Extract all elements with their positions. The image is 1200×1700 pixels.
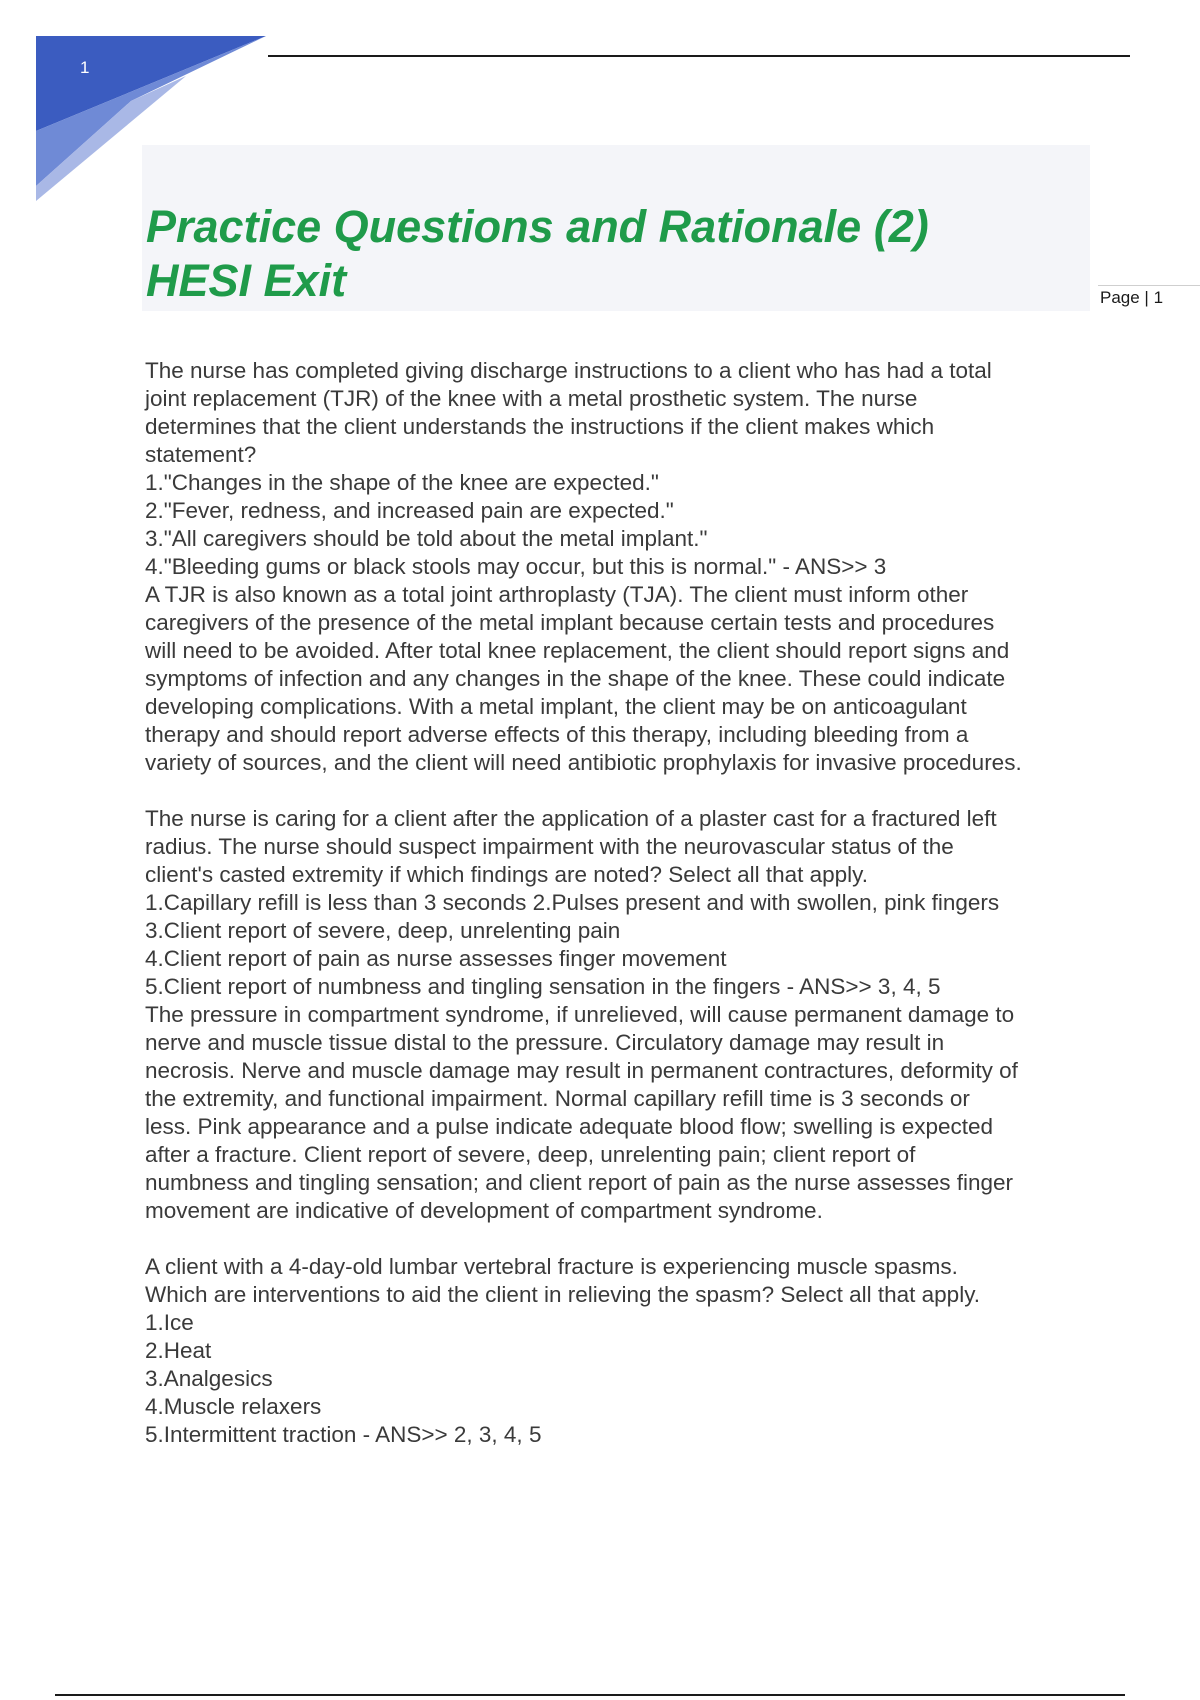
rationale-line: therapy and should report adverse effects of this therapy, including bleeding from a <box>145 722 969 747</box>
text-line: joint replacement (TJR) of the knee with a metal prosthetic system. The nurse <box>145 386 918 411</box>
answer-option: 5.Client report of numbness and tingling sensation in the fingers - ANS>> 3, 4, 5 <box>145 974 941 999</box>
rationale-line: movement are indicative of development of compartment syndrome. <box>145 1198 823 1223</box>
answer-option: 1.Capillary refill is less than 3 seconds 2.Pulses present and with swollen, pink fingers <box>145 890 1000 915</box>
question-block-1 <box>145 357 1095 777</box>
answer-option: 1."Changes in the shape of the knee are expected." <box>145 470 659 495</box>
answer-option: 5.Intermittent traction - ANS>> 2, 3, 4, 5 <box>145 1422 542 1447</box>
rationale-line: variety of sources, and the client will need antibiotic prophylaxis for invasive procedures. <box>145 750 1022 775</box>
text-line: The nurse is caring for a client after the application of a plaster cast for a fractured left <box>145 806 997 831</box>
text-line: A client with a 4-day-old lumbar vertebral fracture is experiencing muscle spasms. <box>145 1254 958 1279</box>
title-line-1: Practice Questions and Rationale (2) <box>146 201 929 252</box>
text-line: The nurse has completed giving discharge instructions to a client who has had a total <box>145 358 992 383</box>
rationale-line: numbness and tingling sensation; and client report of pain as the nurse assesses finger <box>145 1170 1014 1195</box>
answer-option: 2."Fever, redness, and increased pain are expected." <box>145 498 674 523</box>
text-line: determines that the client understands the instructions if the client makes which <box>145 414 935 439</box>
answer-option: 4."Bleeding gums or black stools may occur, but this is normal." - ANS>> 3 <box>145 554 887 579</box>
rationale-line: nerve and muscle tissue distal to the pressure. Circulatory damage may result in <box>145 1030 945 1055</box>
answer-option: 1.Ice <box>145 1310 194 1335</box>
document-body <box>145 357 1095 1477</box>
rationale-line: will need to be avoided. After total knee replacement, the client should report signs and <box>145 638 1010 663</box>
rationale-line: symptoms of infection and any changes in the shape of the knee. These could indicate <box>145 666 1006 691</box>
rationale-line: the extremity, and functional impairment. Normal capillary refill time is 3 seconds or <box>145 1086 970 1111</box>
answer-option: 4.Client report of pain as nurse assesses finger movement <box>145 946 727 971</box>
text-line: Which are interventions to aid the client in relieving the spasm? Select all that apply. <box>145 1282 981 1307</box>
document-title <box>146 200 929 308</box>
header-rule <box>268 55 1130 57</box>
text-line: client's casted extremity if which findings are noted? Select all that apply. <box>145 862 868 887</box>
text-line: radius. The nurse should suspect impairment with the neurovascular status of the <box>145 834 954 859</box>
answer-option: 3."All caregivers should be told about the metal implant." <box>145 526 708 551</box>
footer-rule <box>55 1694 1125 1696</box>
rationale-line: necrosis. Nerve and muscle damage may result in permanent contractures, deformity of <box>145 1058 1018 1083</box>
rationale-line: A TJR is also known as a total joint arthroplasty (TJA). The client must inform other <box>145 582 969 607</box>
answer-option: 4.Muscle relaxers <box>145 1394 322 1419</box>
question-block-2 <box>145 805 1095 1225</box>
rationale-line: The pressure in compartment syndrome, if unrelieved, will cause permanent damage to <box>145 1002 1015 1027</box>
rationale-line: caregivers of the presence of the metal implant because certain tests and procedures <box>145 610 995 635</box>
question-block-3 <box>145 1253 1095 1449</box>
text-line: statement? <box>145 442 257 467</box>
rationale-line: less. Pink appearance and a pulse indicate adequate blood flow; swelling is expected <box>145 1114 994 1139</box>
rationale-line: after a fracture. Client report of severe, deep, unrelenting pain; client report of <box>145 1142 916 1167</box>
rationale-line: developing complications. With a metal implant, the client may be on anticoagulant <box>145 694 967 719</box>
title-line-2: HESI Exit <box>146 255 347 306</box>
page-label-rule <box>1098 285 1200 286</box>
answer-option: 3.Client report of severe, deep, unrelenting pain <box>145 918 621 943</box>
answer-option: 3.Analgesics <box>145 1366 273 1391</box>
answer-option: 2.Heat <box>145 1338 212 1363</box>
page-label: Page | 1 <box>1100 288 1164 307</box>
page-number-badge: 1 <box>80 58 90 77</box>
